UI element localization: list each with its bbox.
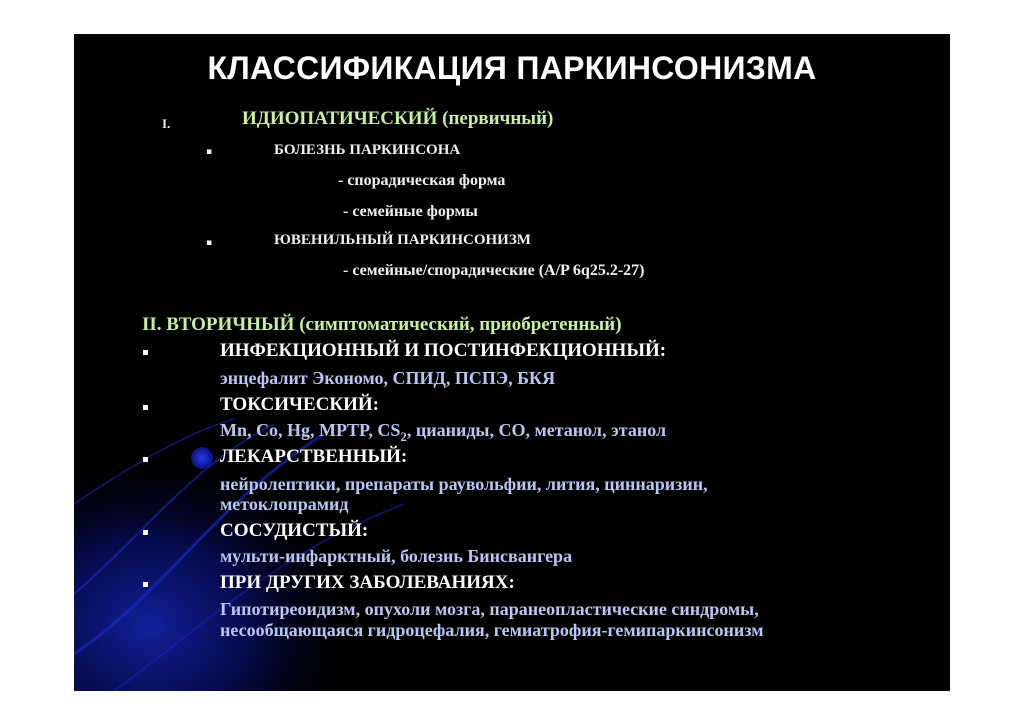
section-2-item-label: ПРИ ДРУГИХ ЗАБОЛЕВАНИЯХ: [220,572,515,593]
subscript-2: 2 [400,429,407,444]
section-2-item-desc: Гипотиреоидизм, опухоли мозга, паранеопластические синдромы, [220,599,759,619]
section-2-item-label: ТОКСИЧЕСКИЙ: [220,394,380,415]
bullet-icon: ▪ [142,347,149,358]
bullet-icon: ▪ [142,454,149,465]
slide [74,34,950,691]
section-1-item-label: ЮВЕНИЛЬНЫЙ ПАРКИНСОНИЗМ [274,232,531,248]
section-2-item-desc: несообщающаяся гидроцефалия, гемиатрофия-гемипаркинсонизм [220,620,764,640]
section-2-item-desc: нейролептики, препараты раувольфии, лития, циннаризин, [220,474,708,494]
toxic-agents-text: Mn, Co, Hg, MPTP, CS [220,420,401,440]
section-2-item-desc: энцефалит Экономо, СПИД, ПСПЭ, БКЯ [220,368,556,388]
page-title: КЛАССИФИКАЦИЯ ПАРКИНСОНИЗМА [207,50,817,86]
section-1-item-detail: - семейные формы [343,203,478,220]
section-1-heading-text: ИДИОПАТИЧЕСКИЙ [242,108,438,129]
bullet-icon: ▪ [142,527,149,538]
section-2-heading [142,314,622,336]
section-1-heading [242,108,553,130]
section-2-heading-note: (симптоматический, приобретенный) [294,314,622,335]
section-2-item-desc: мульти-инфарктный, болезнь Бинсвангера [220,546,573,566]
section-2-item-label: ЛЕКАРСТВЕННЫЙ: [220,446,408,467]
section-2-item-label: СОСУДИСТЫЙ: [220,520,369,541]
section-1-numeral: I. [162,116,171,131]
section-1-item-detail: - семейные/спорадические (A/P 6q25.2-27) [343,262,645,279]
bullet-icon: ▪ [142,579,149,590]
section-1-heading-note: (первичный) [437,108,554,129]
bullet-icon: ▪ [206,238,213,248]
section-2-heading-text: II. ВТОРИЧНЫЙ [142,314,295,335]
section-2-item-label: ИНФЕКЦИОННЫЙ И ПОСТИНФЕКЦИОННЫЙ: [220,340,667,361]
section-2-item-desc: метоклопрамид [220,494,349,514]
section-1-item-label: БОЛЕЗНЬ ПАРКИНСОНА [274,142,461,158]
section-1-item-detail: - спорадическая форма [338,172,506,189]
toxic-agents-text-rest: , цианиды, СО, метанол, этанол [406,420,667,440]
bullet-icon: ▪ [142,402,149,413]
section-2-item-desc [220,420,666,445]
bullet-icon: ▪ [206,147,213,157]
